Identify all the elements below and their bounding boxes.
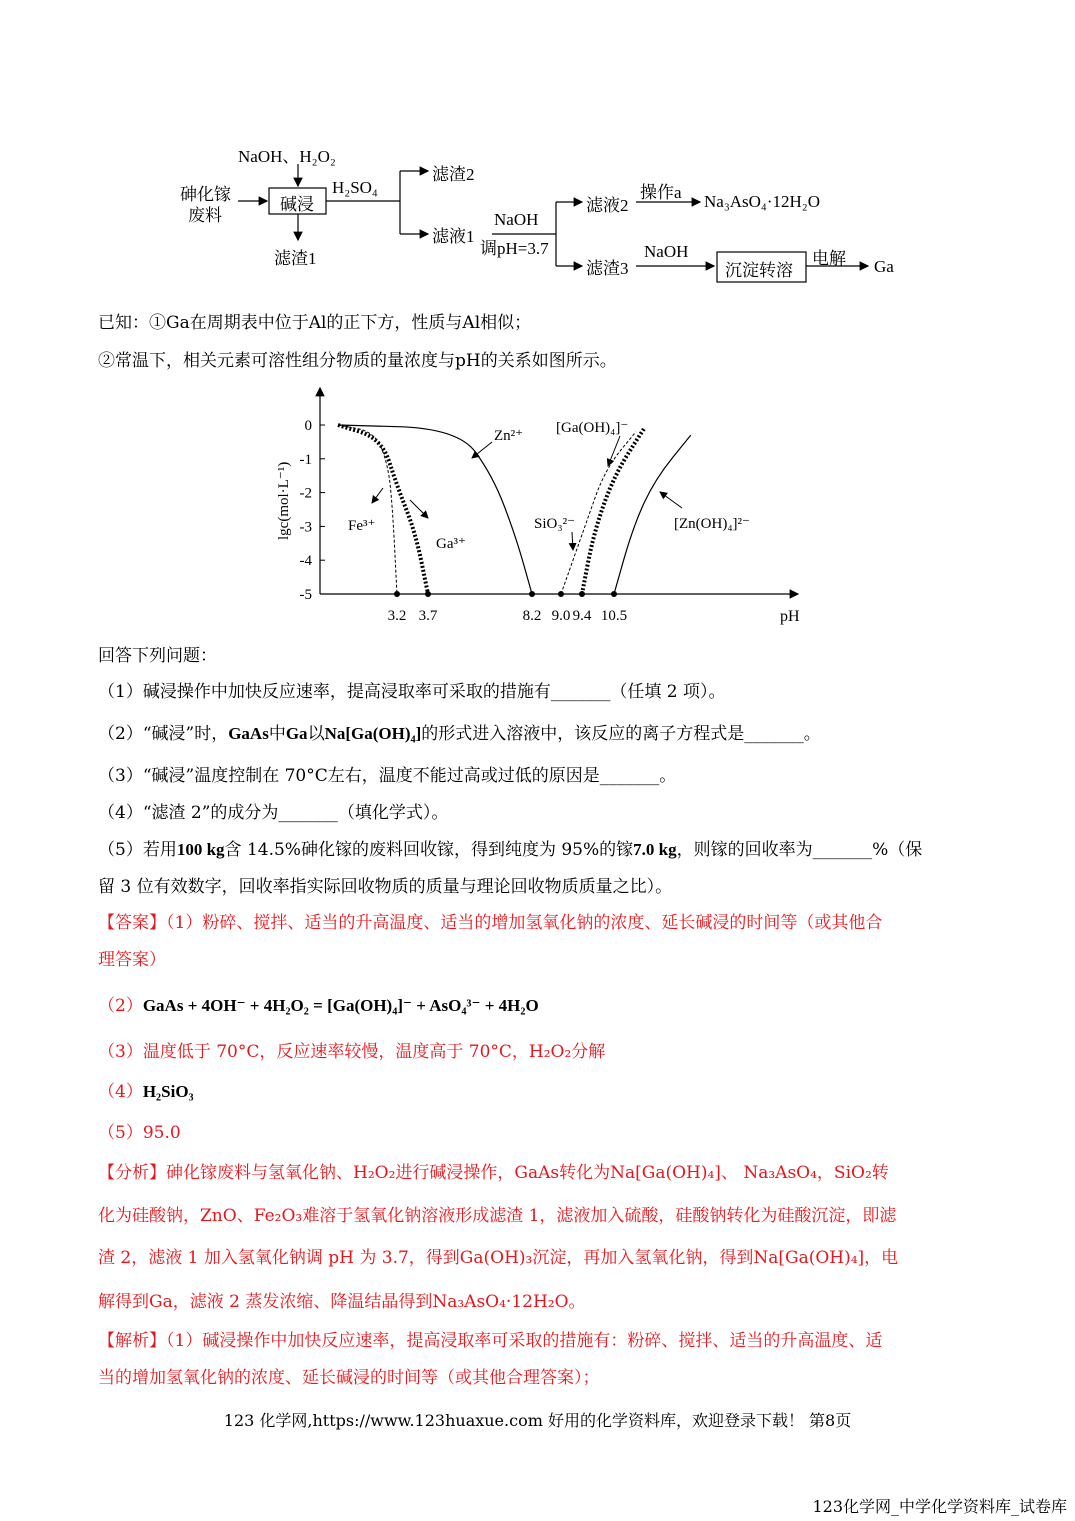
electrolysis-label: 电解 [812,249,846,268]
series-label-arrow [472,442,492,458]
series-label-arrow [608,436,620,466]
y-tick-label: -2 [299,485,312,502]
answer-1-line-1: 【答案】（1）粉碎、搅拌、适当的升高温度、适当的增加氢氧化钠的浓度、延长碱浸的时间等（或其他合 [98,913,883,933]
q2-na-ga-oh4: Na[Ga(OH)₄] [324,724,422,743]
series-label: Ga³⁺ [436,536,466,552]
series-label-arrow [572,532,573,550]
series-line [338,425,428,594]
solution-line-2: 当的增加氢氧化钠的浓度、延长碱浸的时间等（或其他合理答案）； [98,1368,600,1388]
feed-label-2: 废料 [188,206,222,225]
residue2-label: 滤渣2 [432,165,475,184]
q2-gaas: GaAs [228,724,269,743]
series-label: [Zn(OH)₄]²⁻ [674,516,750,532]
series-label: Fe³⁺ [348,518,376,534]
ga-product-label: Ga [874,257,894,276]
answer-2 [98,994,539,1018]
q2-part-e: 以 [307,724,325,744]
series-label-arrow [410,500,428,518]
operation-a-label: 操作a [640,183,682,202]
x-tick-label: 3.2 [387,608,407,624]
residue1-label: 滤渣1 [274,249,317,268]
answer-4-formula: H₂SiO₃ [142,1082,194,1101]
x-axis-label: pH [780,608,800,625]
reagent-naoh-h2o2: NaOH、H₂O₂ [238,147,336,166]
series-line [338,425,532,594]
q5-mass-100: 100 kg [176,840,225,859]
answer-2-label: （2） [98,996,143,1016]
adjust-ph-label: 调pH=3.7 [480,239,549,258]
question-3: （3）“碱浸”温度控制在 70°C左右，温度不能过高或过低的原因是_______。 [98,766,677,786]
q2-part-c: 中 [268,724,286,744]
x-tick-label: 3.7 [418,608,438,624]
residue3-label: 滤渣3 [586,259,629,278]
analysis-line-3: 渣 2，滤液 1 加入氢氧化钠调 pH 为 3.7，得到Ga(OH)₃沉淀，再加入氢氧化钠，得到Na[Ga(OH)₄]，电 [98,1248,899,1268]
x-tick-label: 9.0 [551,608,571,624]
q5-mass-7: 7.0 kg [633,840,677,859]
y-tick-label: -4 [299,553,312,570]
y-tick-label: 0 [304,418,312,434]
page-footer: 123 化学网,https://www.123huaxue.com 好用的化学资料库，欢迎登录下载！ 第8页 [223,1411,852,1430]
analysis-line-1: 【分析】砷化镓废料与氢氧化钠、H₂O₂进行碱浸操作，GaAs转化为Na[Ga(OH)₄]、 Na₃AsO₄，SiO₂转 [98,1163,889,1183]
question-4: （4）“滤渣 2”的成分为_______（填化学式）。 [98,803,449,823]
naoh-label: NaOH [494,210,539,229]
feed-label-1: 砷化镓 [180,185,231,204]
dissolve-box-label: 沉淀转溶 [725,261,793,280]
naoh2-label: NaOH [644,242,689,261]
questions-intro: 回答下列问题： [98,646,217,666]
h2so4-label: H₂SO₄ [332,178,378,197]
question-5 [98,838,922,862]
chart-container [268,380,818,630]
y-tick-label: -1 [299,451,312,468]
series-line [338,425,397,594]
question-2 [98,722,821,746]
q2-ga: Ga [285,724,308,743]
series-line [614,435,691,594]
series-label-arrow [372,488,383,503]
ph-concentration-chart [268,380,818,630]
answer-4-label: （4） [98,1082,143,1102]
x-tick-label: 8.2 [522,608,542,624]
series-label: Zn²⁺ [494,428,524,444]
product-salt-label: Na₃AsO₄·12H₂O [704,192,820,211]
known-line-1: 已知：①Ga在周期表中位于Al的正下方，性质与Al相似； [98,313,532,333]
y-axis-label: lgc(mol·L⁻¹) [276,461,292,540]
x-tick-label: 10.5 [600,608,628,624]
leach-box-label: 碱浸 [280,195,314,214]
answer-2-equation: GaAs + 4OH⁻ + 4H₂O₂ = [Ga(OH)₄]⁻ + AsO₄³⁻ + 4H₂O [142,996,539,1015]
q5-part-a: （5）若用 [98,840,177,860]
series-label: SiO₃²⁻ [534,516,575,532]
flow-diagram [170,140,910,290]
answer-4 [98,1080,194,1104]
q2-part-a: （2）“碱浸”时， [98,724,229,744]
x-tick-label: 9.4 [572,608,592,624]
y-tick-label: -5 [299,587,312,603]
solution-line-1: 【解析】（1）碱浸操作中加快反应速率，提高浸取率可采取的措施有：粉碎、搅拌、适当的升高温度、适 [98,1331,883,1351]
answer-5: （5）95.0 [98,1123,181,1143]
q5-part-e: ，则镓的回收率为_______%（保 [676,840,923,860]
watermark: 123化学网_中学化学资料库_试卷库 [812,1497,1067,1516]
q2-part-g: 的形式进入溶液中，该反应的离子方程式是_______。 [421,724,821,744]
answer-1-line-2: 理答案） [98,950,166,970]
known-line-2: ②常温下，相关元素可溶性组分物质的量浓度与pH的关系如图所示。 [98,351,617,371]
q5-part-c: 含 14.5%砷化镓的废料回收镓，得到纯度为 95%的镓 [224,840,634,860]
y-tick-label: -3 [299,519,312,536]
analysis-line-2: 化为硅酸钠，ZnO、Fe₂O₃难溶于氢氧化钠溶液形成滤渣 1，滤液加入硫酸，硅酸钠转化为硅酸沉淀，即滤 [98,1206,897,1226]
question-5-cont: 留 3 位有效数字，回收率指实际回收物质的质量与理论回收物质质量之比）。 [98,877,673,897]
answer-3: （3）温度低于 70°C，反应速率较慢，温度高于 70°C，H₂O₂分解 [98,1042,606,1062]
filtrate2-label: 滤液2 [586,196,629,215]
filtrate1-label: 滤液1 [432,227,475,246]
series-label: [Ga(OH)₄]⁻ [556,420,629,436]
series-label-arrow [660,492,682,508]
analysis-line-4: 解得到Ga，滤液 2 蒸发浓缩、降温结晶得到Na₃AsO₄·12H₂O。 [98,1292,586,1312]
question-1: （1）碱浸操作中加快反应速率，提高浸取率可采取的措施有_______（任填 2 项）。 [98,682,726,702]
